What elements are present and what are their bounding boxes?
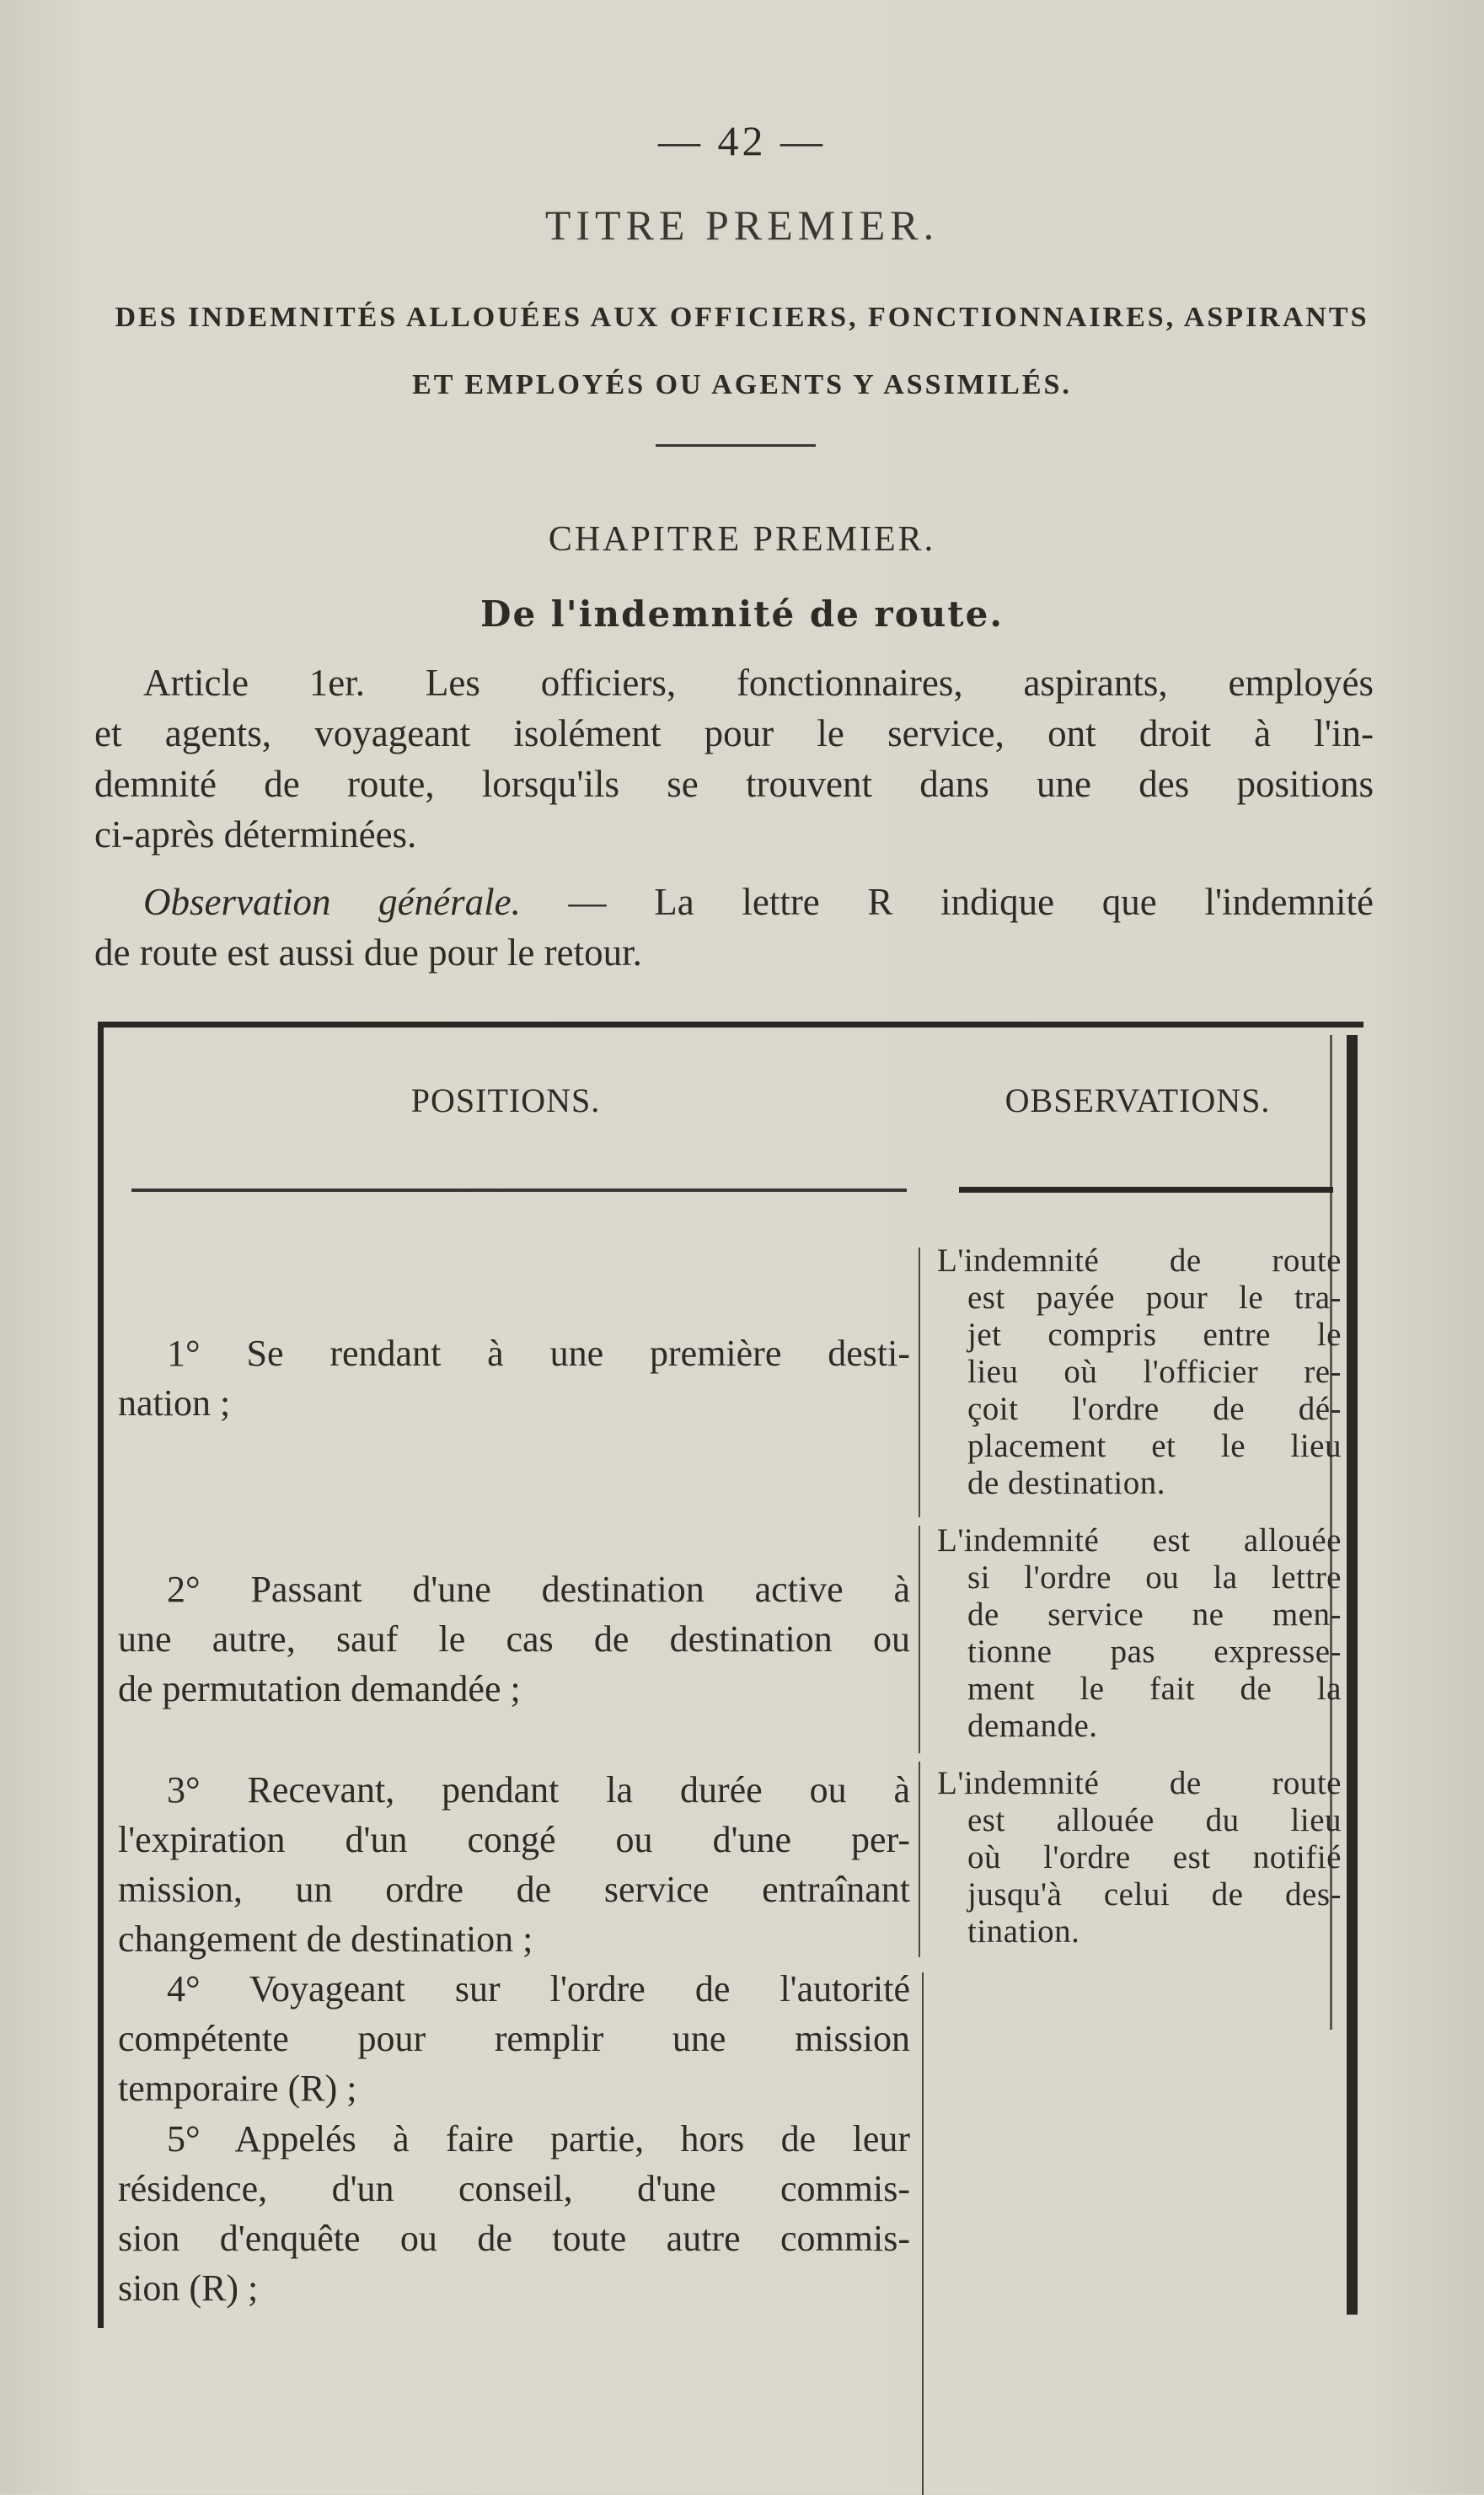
observation-cell-line: tionne pas expresse- bbox=[967, 1634, 1342, 1670]
column-header-observations: OBSERVATIONS. bbox=[1005, 1081, 1271, 1119]
observation-cell-line: çoit l'ordre de dé- bbox=[967, 1391, 1342, 1427]
article-line: demnité de route, lorsqu'ils se trouvent dans une des positions bbox=[94, 763, 1374, 805]
position-item bbox=[118, 1328, 910, 1428]
observation-cell-line: L'indemnité est allouée bbox=[937, 1522, 1342, 1559]
observation-item bbox=[937, 1765, 1342, 1950]
observation-cell-line: de service ne men- bbox=[967, 1596, 1342, 1633]
observation-cell-line: ment le fait de la bbox=[967, 1671, 1342, 1707]
position-line: résidence, d'un conseil, d'une commis- bbox=[118, 2168, 910, 2209]
observation-cell-line: si l'ordre ou la lettre bbox=[967, 1559, 1342, 1596]
observation-cell-line: tination. bbox=[967, 1913, 1080, 1950]
observation-cell-line: L'indemnité de route bbox=[937, 1242, 1342, 1279]
subtitle-line-2: ET EMPLOYÉS OU AGENTS Y ASSIMILÉS. bbox=[412, 369, 1072, 400]
position-line: l'expiration d'un congé ou d'une per- bbox=[118, 1819, 910, 1860]
observation-cell-line: jusqu'à celui de des- bbox=[967, 1876, 1342, 1913]
position-line: de permutation demandée ; bbox=[118, 1668, 521, 1709]
brace-line bbox=[919, 1762, 920, 1957]
table-left-border bbox=[98, 1022, 104, 2328]
observation-cell-line: de destination. bbox=[967, 1465, 1165, 1501]
article-line: ci-après déterminées. bbox=[94, 813, 417, 856]
subtitle-line-1: DES INDEMNITÉS ALLOUÉES AUX OFFICIERS, FONCTIONNAIRES, ASPIRANTS bbox=[115, 302, 1369, 333]
observation-cell-line: L'indemnité de route bbox=[937, 1765, 1342, 1801]
position-line: 3° Recevant, pendant la durée ou à bbox=[167, 1769, 910, 1811]
table-right-border bbox=[1347, 1035, 1358, 2315]
position-line: 1° Se rendant à une première desti- bbox=[167, 1333, 910, 1374]
column-header-positions: POSITIONS. bbox=[410, 1081, 601, 1119]
position-line: temporaire (R) ; bbox=[118, 2068, 357, 2109]
article-line: Article 1er. Les officiers, fonctionnaires, aspirants, employés bbox=[143, 662, 1374, 704]
position-line: une autre, sauf le cas de destination ou bbox=[118, 1618, 910, 1660]
position-line: sion d'enquête ou de toute autre commis- bbox=[118, 2218, 910, 2259]
chapter-heading: CHAPITRE PREMIER. bbox=[548, 520, 936, 559]
position-item bbox=[118, 1765, 910, 1964]
position-line: 2° Passant d'une destination active à bbox=[167, 1569, 910, 1610]
observation-cell-line: demande. bbox=[967, 1708, 1098, 1744]
position-line: compétente pour remplir une mission bbox=[118, 2018, 910, 2059]
observation-cell-line: lieu où l'officier re- bbox=[967, 1354, 1342, 1390]
observation-line bbox=[94, 877, 1374, 927]
position-item bbox=[118, 1964, 910, 2113]
divider bbox=[656, 444, 816, 447]
brace-line bbox=[919, 1248, 920, 1517]
position-item bbox=[118, 1564, 910, 1714]
observation-line: de route est aussi due pour le retour. bbox=[94, 931, 642, 974]
position-line: sion (R) ; bbox=[118, 2267, 259, 2309]
observation-label: Observation générale. bbox=[143, 881, 521, 923]
column-divider bbox=[922, 1972, 924, 2495]
observation-cell-line: où l'ordre est notifié bbox=[967, 1839, 1342, 1875]
article-line: et agents, voyageant isolément pour le service, ont droit à l'in- bbox=[94, 712, 1374, 754]
brace-line bbox=[919, 1526, 920, 1753]
header-rule-observations bbox=[959, 1187, 1333, 1193]
observation-cell-line: est allouée du lieu bbox=[967, 1802, 1342, 1838]
observation-cell-line: jet compris entre le bbox=[967, 1317, 1342, 1353]
position-line: 4° Voyageant sur l'ordre de l'autorité bbox=[167, 1968, 910, 2009]
position-item bbox=[118, 2114, 910, 2313]
observation-text: — La lettre R indique que l'indemnité bbox=[568, 881, 1374, 923]
observation-item bbox=[937, 1522, 1342, 1745]
position-line: changement de destination ; bbox=[118, 1918, 533, 1960]
position-line: mission, un ordre de service entraînant bbox=[118, 1869, 910, 1910]
observation-cell-line: est payée pour le tra- bbox=[967, 1280, 1342, 1316]
table-top-border bbox=[98, 1022, 1363, 1028]
page-number: — 42 — bbox=[658, 117, 826, 164]
position-line: 5° Appelés à faire partie, hors de leur bbox=[167, 2118, 910, 2160]
section-heading: De l'indemnité de route. bbox=[480, 593, 1004, 635]
observation-item bbox=[937, 1242, 1342, 1502]
observation-cell-line: placement et le lieu bbox=[967, 1428, 1342, 1464]
observation-paragraph bbox=[94, 877, 1374, 978]
header-rule-positions bbox=[131, 1188, 907, 1192]
article-paragraph bbox=[94, 657, 1374, 860]
position-line: nation ; bbox=[118, 1382, 231, 1424]
title-heading: TITRE PREMIER. bbox=[544, 201, 940, 249]
